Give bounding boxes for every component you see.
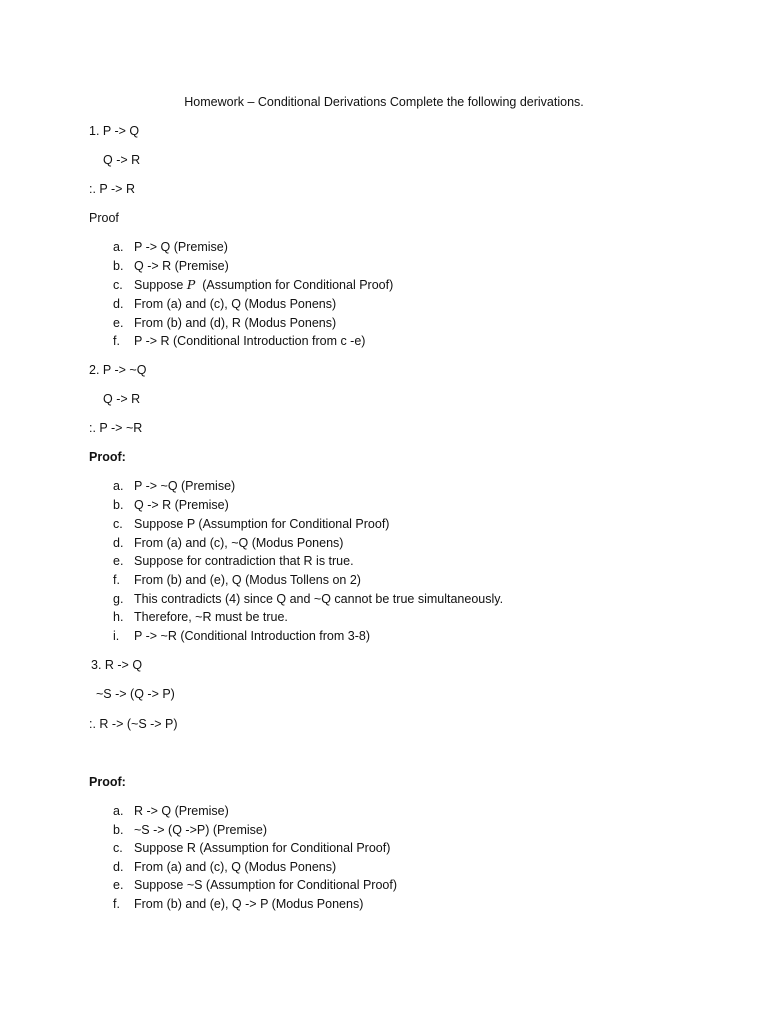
problem-2-proof-heading: Proof: xyxy=(89,450,126,464)
list-marker: e. xyxy=(113,554,124,568)
step-text: From (b) and (e), Q -> P (Modus Ponens) xyxy=(134,897,364,911)
problem-1-premise-1: 1. P -> Q xyxy=(89,124,140,138)
list-marker: c. xyxy=(113,517,123,531)
problem-1-premise-2: Q -> R xyxy=(103,153,141,167)
step-text-prefix: Suppose xyxy=(134,278,187,292)
list-marker: d. xyxy=(113,860,124,874)
list-marker: e. xyxy=(113,316,124,330)
list-marker: f. xyxy=(113,897,120,911)
step-text: R -> Q (Premise) xyxy=(134,804,229,818)
list-marker: f. xyxy=(113,573,120,587)
step-text: P -> Q (Premise) xyxy=(134,240,228,254)
step-text: P -> ~R (Conditional Introduction from 3-8) xyxy=(134,629,370,643)
step-text: Suppose P (Assumption for Conditional Proof) xyxy=(134,517,390,531)
list-marker: i. xyxy=(113,629,120,643)
step-text: Suppose for contradiction that R is true. xyxy=(134,554,354,568)
step-text: Q -> R (Premise) xyxy=(134,259,229,273)
problem-3-premise-2: ~S -> (Q -> P) xyxy=(96,687,175,701)
list-marker: c. xyxy=(113,841,123,855)
list-marker: b. xyxy=(113,259,124,273)
list-marker: a. xyxy=(113,479,124,493)
step-text: From (b) and (d), R (Modus Ponens) xyxy=(134,316,337,330)
list-marker: b. xyxy=(113,498,124,512)
list-marker: h. xyxy=(113,610,124,624)
step-text: ~S -> (Q ->P) (Premise) xyxy=(134,823,268,837)
step-text: This contradicts (4) since Q and ~Q cannot be true simultaneously. xyxy=(134,592,504,606)
step-text: From (a) and (c), Q (Modus Ponens) xyxy=(134,860,337,874)
list-marker: f. xyxy=(113,334,120,348)
problem-2-premise-1: 2. P -> ~Q xyxy=(89,363,147,377)
list-marker: d. xyxy=(113,297,124,311)
list-marker: g. xyxy=(113,592,124,606)
step-text: Suppose R (Assumption for Conditional Proof) xyxy=(134,841,391,855)
problem-3-premise-1: 3. R -> Q xyxy=(91,658,143,672)
list-marker: d. xyxy=(113,536,124,550)
step-text xyxy=(134,277,393,293)
problem-2-premise-2: Q -> R xyxy=(103,392,141,406)
step-text-suffix: (Assumption for Conditional Proof) xyxy=(195,278,394,292)
step-text: From (b) and (e), Q (Modus Tollens on 2) xyxy=(134,573,361,587)
list-marker: a. xyxy=(113,804,124,818)
list-marker: b. xyxy=(113,823,124,837)
step-text: Therefore, ~R must be true. xyxy=(134,610,288,624)
list-marker: e. xyxy=(113,878,124,892)
math-variable: P xyxy=(186,277,196,292)
problem-2-conclusion: :. P -> ~R xyxy=(89,421,143,435)
problem-3-conclusion: :. R -> (~S -> P) xyxy=(89,717,178,731)
list-marker: c. xyxy=(113,278,123,292)
step-text: From (a) and (c), Q (Modus Ponens) xyxy=(134,297,337,311)
step-text: P -> R (Conditional Introduction from c -e) xyxy=(134,334,366,348)
step-text: Q -> R (Premise) xyxy=(134,498,229,512)
step-text: From (a) and (c), ~Q (Modus Ponens) xyxy=(134,536,344,550)
document-title: Homework – Conditional Derivations Complete the following derivations. xyxy=(184,95,584,109)
problem-3-proof-heading: Proof: xyxy=(89,775,126,789)
problem-1-proof-heading: Proof xyxy=(89,211,119,225)
problem-1-conclusion: :. P -> R xyxy=(89,182,135,196)
step-text: P -> ~Q (Premise) xyxy=(134,479,236,493)
step-text: Suppose ~S (Assumption for Conditional Proof) xyxy=(134,878,397,892)
list-marker: a. xyxy=(113,240,124,254)
